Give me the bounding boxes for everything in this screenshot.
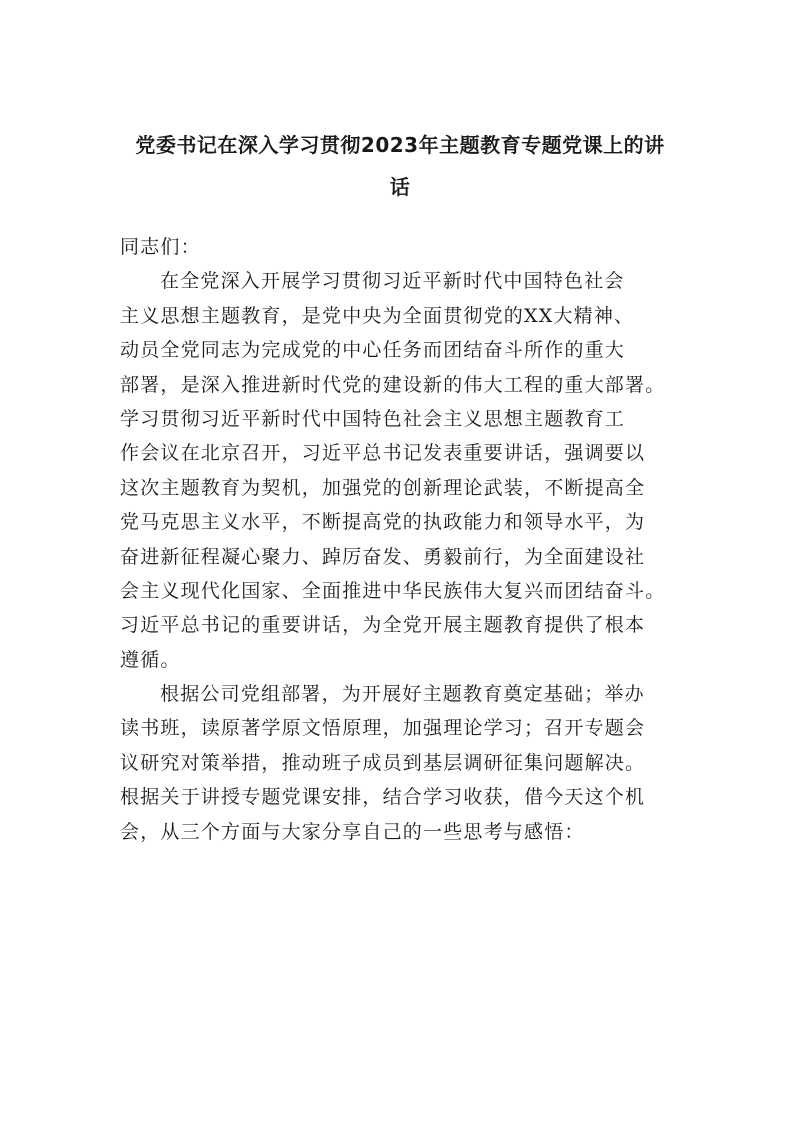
paragraph-line: 在全党深入开展学习贯彻习近平新时代中国特色社会	[160, 270, 625, 293]
paragraph-line: 奋进新征程凝心聚力、踔厉奋发、勇毅前行，为全面建设社	[120, 545, 646, 568]
paragraph-line: 主义思想主题教育，是党中央为全面贯彻党的XX大精神、	[120, 304, 635, 327]
document-title	[110, 124, 690, 208]
document-body	[120, 230, 700, 849]
paragraph-line: 会主义现代化国家、全面推进中华民族伟大复兴而团结奋斗。	[120, 579, 666, 602]
paragraph-line: 根据关于讲授专题党课安排，结合学习收获，借今天这个机	[120, 786, 646, 809]
paragraph-line: 动员全党同志为完成党的中心任务而团结奋斗所作的重大	[120, 339, 626, 362]
paragraph-line: 遵循。	[120, 648, 181, 671]
title-line-1: 党委书记在深入学习贯彻2023年主题教育专题党课上的讲	[135, 133, 665, 157]
paragraph-line: 部署，是深入推进新时代党的建设新的伟大工程的重大部署。	[120, 373, 666, 396]
paragraph-line: 习近平总书记的重要讲话，为全党开展主题教育提供了根本	[120, 614, 646, 637]
salutation: 同志们：	[120, 236, 201, 258]
paragraph-line: 会，从三个方面与大家分享自己的一些思考与感悟：	[120, 820, 585, 843]
paragraph-line: 学习贯彻习近平新时代中国特色社会主义思想主题教育工	[120, 407, 626, 430]
paragraph-line: 这次主题教育为契机，加强党的创新理论武装，不断提高全	[120, 476, 646, 499]
paragraph-line: 党马克思主义水平，不断提高党的执政能力和领导水平，为	[120, 511, 646, 534]
paragraph-1	[120, 264, 700, 677]
paragraph-2	[120, 677, 700, 849]
paragraph-line: 作会议在北京召开，习近平总书记发表重要讲话，强调要以	[120, 442, 646, 465]
paragraph-line: 议研究对策举措，推动班子成员到基层调研征集问题解决。	[120, 751, 646, 774]
paragraph-line: 读书班，读原著学原文悟原理，加强理论学习；召开专题会	[120, 717, 646, 740]
title-line-2: 话	[389, 175, 411, 199]
paragraph-line: 根据公司党组部署，为开展好主题教育奠定基础；举办	[160, 683, 645, 706]
